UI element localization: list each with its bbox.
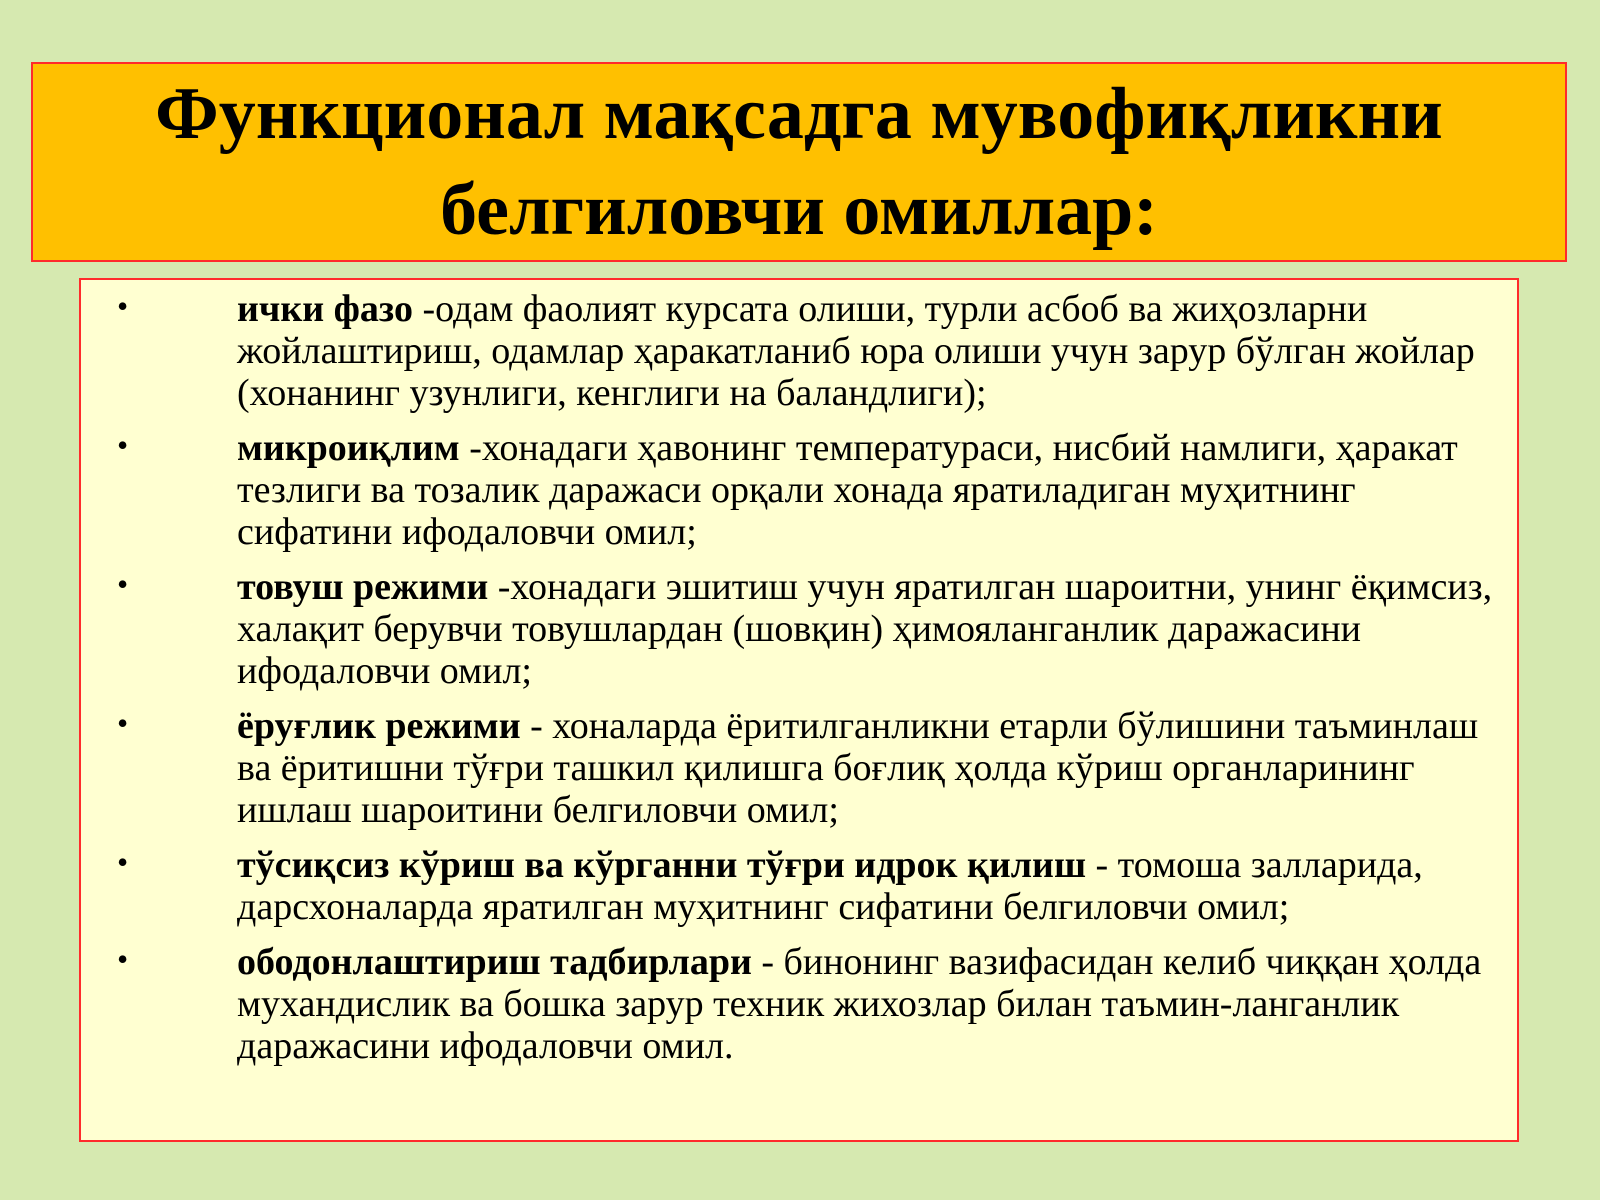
factor-item-light-regime: • ёруғлик режими - хоналарда ёритилганликни етарли бўлишини таъминлаш ва ёритишни тўғри ташкил қилишга боғлиқ ҳолда кўриш органларининг ишлаш шароитини белгиловчи омил; [117, 705, 1479, 831]
factor-description: -хонадаги ҳавонинг температураси, нисбий намлиги, ҳаракат тезлиги ва тозалик даражаси орқали хонада яратиладиган муҳитнинг сифатини ифодаловчи омил; [237, 427, 1458, 553]
factor-term: тўсиқсиз кўриш ва кўрганни тўғри идрок қилиш [237, 844, 1087, 886]
factor-term: микроиқлим [237, 427, 460, 469]
factor-item-microclimate: • микроиқлим -хонадаги ҳавонинг температураси, нисбий намлиги, ҳаракат тезлиги ва тозалик даражаси орқали хонада яратиладиган муҳитнинг сифатини ифодаловчи омил; [117, 427, 1458, 553]
factor-term: товуш режими [237, 566, 489, 608]
factor-item-improvement-measures: • ободонлаштириш тадбирлари - бинонинг вазифасидан келиб чиққан ҳолда мухандислик ва бошка зарур техник жихозлар билан таъмин-ланганлик даражасини ифодаловчи омил. [117, 941, 1482, 1067]
factor-description: - бинонинг вазифасидан келиб чиққан ҳолда мухандислик ва бошка зарур техник жихозлар билан таъмин-ланганлик даражасини ифодаловчи омил. [237, 941, 1482, 1067]
factor-description: - хоналарда ёритилганликни етарли бўлишини таъминлаш ва ёритишни тўғри ташкил қилишга боғлиқ ҳолда кўриш органларининг ишлаш шароитини белгиловчи омил; [237, 705, 1479, 831]
factor-description: -хонадаги эшитиш учун яратилган шароитни, унинг ёқимсиз, халақит берувчи товушлардан (шовқин) ҳимояланганлик даражасини ифодаловчи омил; [237, 566, 1493, 692]
factor-item-interior-space: • ички фазо -одам фаолият курсата олиши, турли асбоб ва жиҳозларни жойлаштириш, одамлар ҳаракатланиб юра олиши учун зарур бўлган жойлар (хонанинг узунлиги, кенглиги на баландлиги); [117, 288, 1475, 414]
factor-term: ёруғлик режими [237, 705, 521, 747]
factor-term: ободонлаштириш тадбирлари [237, 941, 752, 983]
factor-item-unobstructed-view: • тўсиқсиз кўриш ва кўрганни тўғри идрок қилиш - томоша залларида, дарсхоналарда яратилган муҳитнинг сифатини белгиловчи омил; [117, 844, 1423, 928]
factors-list [99, 288, 1499, 1067]
factor-term: ички фазо [237, 288, 413, 330]
factor-description: - томоша залларида, дарсхоналарда яратилган муҳитнинг сифатини белгиловчи омил; [237, 844, 1423, 928]
slide-title: Функционал мақсадга мувофиқликни белгиловчи омиллар: [155, 73, 1443, 251]
factor-item-sound-regime: • товуш режими -хонадаги эшитиш учун яратилган шароитни, унинг ёқимсиз, халақит берувчи товушлардан (шовқин) ҳимояланганлик даражасини ифодаловчи омил; [117, 566, 1493, 692]
title-banner [31, 62, 1567, 262]
factor-description: -одам фаолият курсата олиши, турли асбоб ва жиҳозларни жойлаштириш, одамлар ҳаракатланиб юра олиши учун зарур бўлган жойлар (хонанинг узунлиги, кенглиги на баландлиги); [237, 288, 1475, 414]
factors-panel [79, 278, 1519, 1142]
